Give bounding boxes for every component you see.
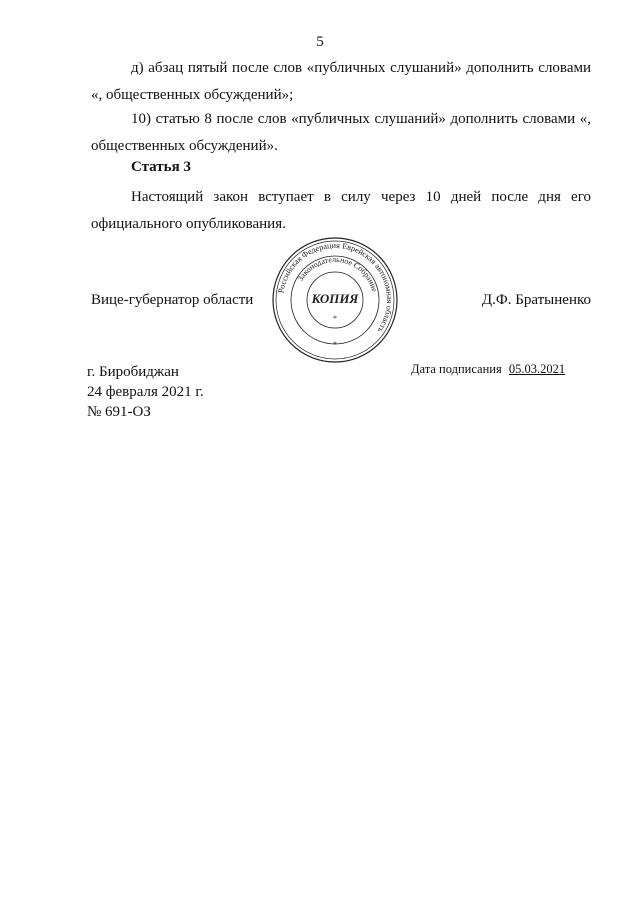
paragraph-amendment-d: д) абзац пятый после слов «публичных слушаний» дополнить словами «, общественных обсуждений»; [91,60,591,103]
seal-outer-text: Российская Федерация Еврейская автономная область [276,240,395,335]
paragraph-amendment-10: 10) статью 8 после слов «публичных слушаний» дополнить словами «, общественных обсуждений». [91,111,591,154]
signing-date-label: Дата подписания [411,362,502,376]
seal-star-icon: * [333,314,337,323]
place-date-block [87,362,204,422]
official-seal [270,235,400,365]
city: г. Биробиджан [87,364,179,380]
signing-date [411,362,565,377]
signatory-name: Д.Ф. Братыненко [481,292,591,308]
seal-star-icon-bottom: * [333,340,337,349]
signatory-position: Вице-губернатор области [91,292,254,308]
law-number: № 691-ОЗ [87,404,151,420]
signing-date-value: 05.03.2021 [508,362,566,376]
page-number: 5 [316,34,324,50]
adoption-date: 24 февраля 2021 г. [87,384,204,400]
article-heading: Статья 3 [131,159,191,175]
seal-inner-text: Законодательное Собрание [295,254,380,293]
paragraph-entry-into-force: Настоящий закон вступает в силу через 10 дней после дня его официального опубликования. [91,189,591,232]
seal-center-text: КОПИЯ [311,291,359,306]
